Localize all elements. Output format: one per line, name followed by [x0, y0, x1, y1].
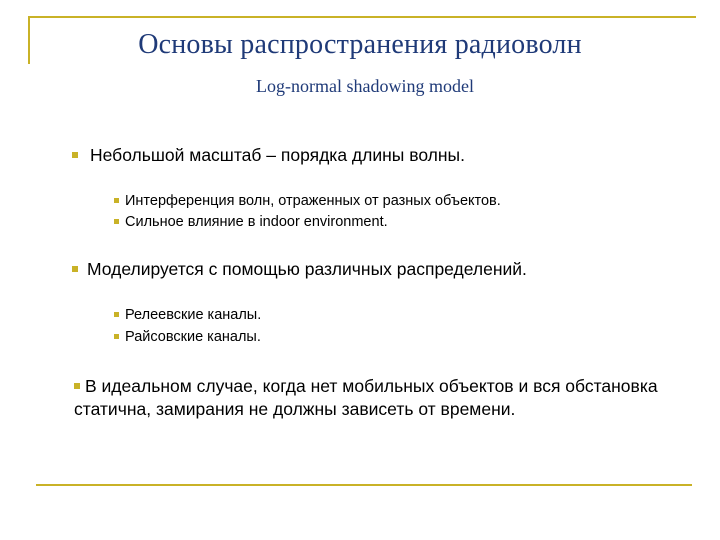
sub-bullet-text: Релеевские каналы. — [125, 307, 262, 323]
bullet-item-small-scale — [72, 145, 465, 166]
top-decorative-rule — [28, 16, 696, 18]
bullet-text: В идеальном случае, когда нет мобильных объектов и вся обстановка статична, замирания не должны зависеть от времени. — [74, 376, 658, 419]
square-bullet-icon — [72, 266, 78, 272]
sub-bullet-text: Райсовские каналы. — [125, 329, 261, 345]
sub-bullet-item-indoor — [114, 214, 388, 230]
square-bullet-icon — [72, 152, 78, 158]
bullet-item-distributions — [72, 259, 527, 280]
square-bullet-icon — [74, 383, 80, 389]
sub-bullet-text: Сильное влияние в indoor environment. — [125, 214, 388, 230]
square-bullet-icon — [114, 334, 119, 339]
square-bullet-icon — [114, 198, 119, 203]
slide-subtitle: Log-normal shadowing model — [256, 76, 474, 96]
bullet-item-ideal-case — [74, 375, 684, 421]
bullet-text: Моделируется с помощью различных распределений. — [87, 259, 527, 279]
bullet-text: Небольшой масштаб – порядка длины волны. — [90, 145, 466, 165]
sub-bullet-text: Интерференция волн, отраженных от разных объектов. — [125, 193, 501, 209]
slide-title: Основы распространения радиоволн — [138, 29, 582, 60]
sub-bullet-item-interference — [114, 193, 501, 209]
bottom-decorative-rule — [36, 484, 692, 486]
square-bullet-icon — [114, 312, 119, 317]
square-bullet-icon — [114, 219, 119, 224]
sub-bullet-item-rician — [114, 329, 261, 345]
sub-bullet-item-rayleigh — [114, 307, 261, 323]
